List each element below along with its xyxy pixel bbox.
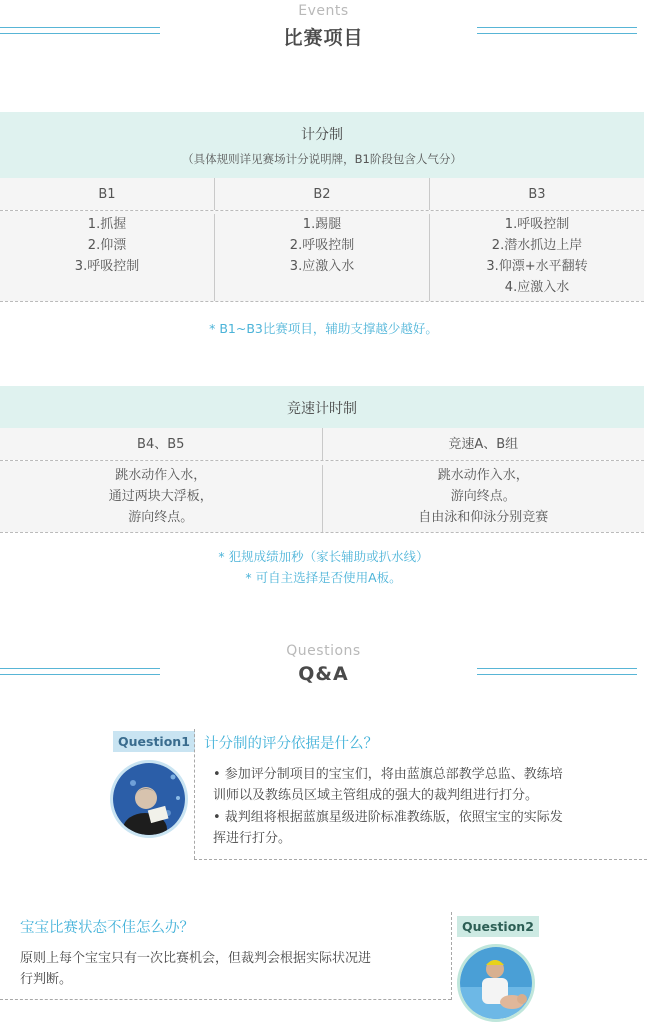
b3-items xyxy=(429,214,644,301)
scoring-table-header xyxy=(0,112,644,178)
column-b3: B3 xyxy=(429,178,644,210)
events-title: 比赛项目 xyxy=(283,27,364,49)
b2-items xyxy=(214,214,429,301)
list-item: 游向终点。 xyxy=(450,489,516,504)
list-item: 3.仰漂+水平翻转 xyxy=(486,259,588,274)
answer-line: 训师以及教练员区域主管组成的强大的裁判组进行打分。 xyxy=(213,788,539,803)
scoring-table xyxy=(0,112,644,302)
racing-column-row xyxy=(0,428,644,460)
answer-line: 挥进行打分。 xyxy=(213,831,292,846)
events-english-title: Events xyxy=(298,3,349,19)
divider xyxy=(0,532,644,533)
list-item: 1.抓握 xyxy=(87,217,127,232)
list-item: 4.应激入水 xyxy=(504,280,570,295)
question-1-left-dashed-border xyxy=(194,729,195,859)
question-2-bottom-dashed-border xyxy=(0,999,451,1000)
question-1-bottom-dashed-border xyxy=(194,859,647,860)
question-2-right-dashed-border xyxy=(451,912,452,1000)
answer-line: • 参加评分制项目的宝宝们，将由蓝旗总部教学总监、教练培 xyxy=(213,767,563,782)
coach-with-baby-photo xyxy=(460,947,535,1022)
racing-items-row xyxy=(0,461,644,532)
scoring-subtitle: （具体规则详见赛场计分说明牌，B1阶段包含人气分） xyxy=(182,152,462,166)
b1-items xyxy=(0,214,214,301)
question-1-title: 计分制的评分依据是什么？ xyxy=(204,736,378,752)
racing-table xyxy=(0,386,644,533)
b4-b5-items xyxy=(0,465,322,532)
column-b2: B2 xyxy=(214,178,429,210)
question-1-answer xyxy=(213,764,633,849)
qa-header xyxy=(0,643,647,685)
qa-title: Q&A xyxy=(298,663,349,685)
question-1-tag: Question1 xyxy=(113,731,195,752)
swimmer-reading-photo xyxy=(113,763,188,838)
list-item: 自由泳和仰泳分别竞赛 xyxy=(418,510,549,525)
question-2-avatar xyxy=(457,944,535,1022)
column-b1: B1 xyxy=(98,187,116,202)
question-2-answer xyxy=(20,948,445,990)
racing-table-header xyxy=(0,386,644,428)
list-item: 2.潜水抓边上岸 xyxy=(491,238,583,253)
column-race-ab: 竞速A、B组 xyxy=(322,428,645,460)
question-2-title: 宝宝比赛状态不佳怎么办？ xyxy=(20,920,194,936)
scoring-column-row xyxy=(0,178,644,210)
qa-english-title: Questions xyxy=(286,643,361,659)
answer-line: • 裁判组将根据蓝旗星级进阶标准教练版，依照宝宝的实际发 xyxy=(213,810,563,825)
racing-title: 竞速计时制 xyxy=(287,401,357,417)
race-ab-items xyxy=(322,465,645,532)
list-item: 2.仰漂 xyxy=(87,238,127,253)
list-item: 3.应激入水 xyxy=(289,259,355,274)
list-item: 3.呼吸控制 xyxy=(74,259,140,274)
scoring-note: * B1~B3比赛项目，辅助支撑越少越好。 xyxy=(209,321,438,336)
list-item: 跳水动作入水， xyxy=(115,468,207,483)
question-1-avatar xyxy=(110,760,188,838)
list-item: 游向终点。 xyxy=(128,510,194,525)
scoring-items-row xyxy=(0,211,644,301)
events-header xyxy=(0,3,647,50)
divider xyxy=(0,301,644,302)
column-b4-b5: B4、B5 xyxy=(137,437,185,452)
list-item: 通过两块大浮板， xyxy=(108,489,213,504)
list-item: 2.呼吸控制 xyxy=(289,238,355,253)
answer-line: 行判断。 xyxy=(20,972,73,987)
scoring-title: 计分制 xyxy=(301,127,343,143)
list-item: 跳水动作入水， xyxy=(437,468,529,483)
answer-line: 原则上每个宝宝只有一次比赛机会，但裁判会根据实际状况进 xyxy=(20,951,372,966)
list-item: 1.呼吸控制 xyxy=(504,217,570,232)
list-item: 1.踢腿 xyxy=(302,217,342,232)
racing-note-2: * 可自主选择是否使用A板。 xyxy=(245,570,402,585)
racing-note-1: * 犯规成绩加秒（家长辅助或扒水线） xyxy=(218,549,429,564)
question-2-tag: Question2 xyxy=(457,916,539,937)
